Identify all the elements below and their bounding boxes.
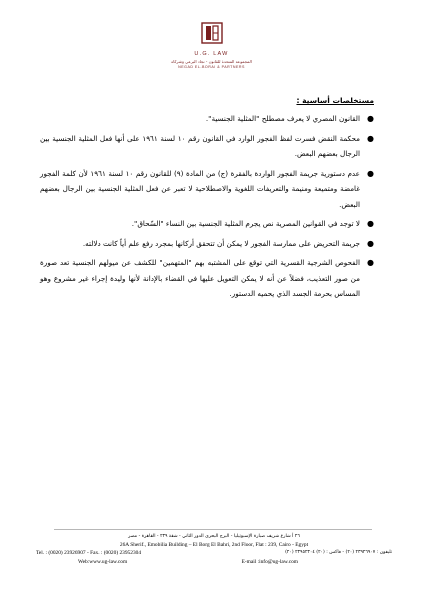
- bullet-icon: ●: [367, 238, 374, 248]
- list-item-text: القانون المصري لا يعرف مصطلح "المثلية الجنسية".: [205, 114, 360, 123]
- footer-address-english: 26A Sherif., Emobilia Building – El Borg El Bahri, 2nd Floor, Flat : 239, Cairo - Egypt: [119, 542, 309, 548]
- footer-phone-arabic: تليفون : ٢٣٩٢٦٩٠٧ (٢٠) - فاكس : (٢٠) ٢٣٩٥٢٣٠٤ (٢٠): [285, 550, 392, 555]
- footer-phone-row: [30, 550, 398, 559]
- list-item-text: محكمة النقض فسرت لفظ الفجور الوارد في القانون رقم ١٠ لسنة ١٩٦١ على أنها فعل المثلية الجنسية بين الرجال بعضهم البعض.: [40, 133, 360, 158]
- list-item: [40, 255, 374, 302]
- section-heading: مستخلصات أساسية :: [296, 96, 374, 105]
- list-item-text: عدم دستورية جريمة الفجور الواردة بالفقرة (ج) من المادة (٩) للقانون رقم ١٠ لسنة ١٩٦١ لأن كلمة الفجور غامضة ومتميعة ومنيمة والتعريفات اللغوية والاصطلاحية لا تعبر عن فعل المثلية الجنسية بين الرجال بعضهم البعض.: [40, 168, 360, 209]
- footer-address-arabic: ٢٦ أ شارع شريف صبارة الإسبوتيليا - البرج البحري الدور الثاني - شقة ٢٣٩ - القاهرة - مصر: [128, 534, 300, 539]
- firm-arabic-name: المجموعة المتحدة للقانون - نجاد البرعي وشركاه: [171, 59, 252, 64]
- list-item: [40, 111, 374, 127]
- key-points-list: [40, 111, 374, 302]
- firm-logo-icon: [201, 22, 223, 44]
- document-body: [40, 96, 374, 306]
- firm-name: U.G. LAW: [194, 51, 229, 57]
- list-item: [40, 166, 374, 213]
- footer-divider: [54, 529, 372, 530]
- bullet-icon: ●: [367, 168, 374, 178]
- bullet-icon: ●: [367, 114, 374, 123]
- bullet-icon: ●: [367, 219, 374, 228]
- list-item: [40, 236, 374, 252]
- footer-email: E-mail :info@ug-law.com: [241, 559, 298, 565]
- firm-latin-name: NEGAD EL-BORAI & PARTNERS: [178, 65, 245, 69]
- list-item: [40, 131, 374, 162]
- footer-contact-row: [30, 559, 398, 568]
- bullet-icon: ●: [367, 258, 374, 267]
- list-item-text: جريمة التحريض على ممارسة الفجور لا يمكن أن تتحقق أركانها بمجرد رفع علم أياً كانت دلالته.: [82, 238, 360, 248]
- footer-phone-english: Tel. : (0020) 23926907 - Fax. : (0020) 23952304: [36, 550, 142, 556]
- footer-website: Web:www.ug-law.com: [78, 559, 128, 565]
- page-footer: [30, 532, 398, 568]
- list-item-text: لا توجد في القوانين المصرية نص يجرم المثلية الجنسية بين النساء "السّحاق".: [131, 219, 360, 228]
- list-item-text: الفحوص الشرجية القسرية التي توقع على المشتبه بهم "المتهمين" للكشف عن ميولهم الجنسية تعد صورة من صور التعذيب، فضلاً عن أنه لا يمكن التعويل عليها في القضاء بالإدانة لأنها وليدة إجراء غير مشروع وهو المساس بحرمة الجسد الذي يحميه الدستور.: [40, 258, 360, 298]
- firm-logo: [0, 22, 423, 69]
- list-item: [40, 216, 374, 232]
- bullet-icon: ●: [367, 133, 374, 143]
